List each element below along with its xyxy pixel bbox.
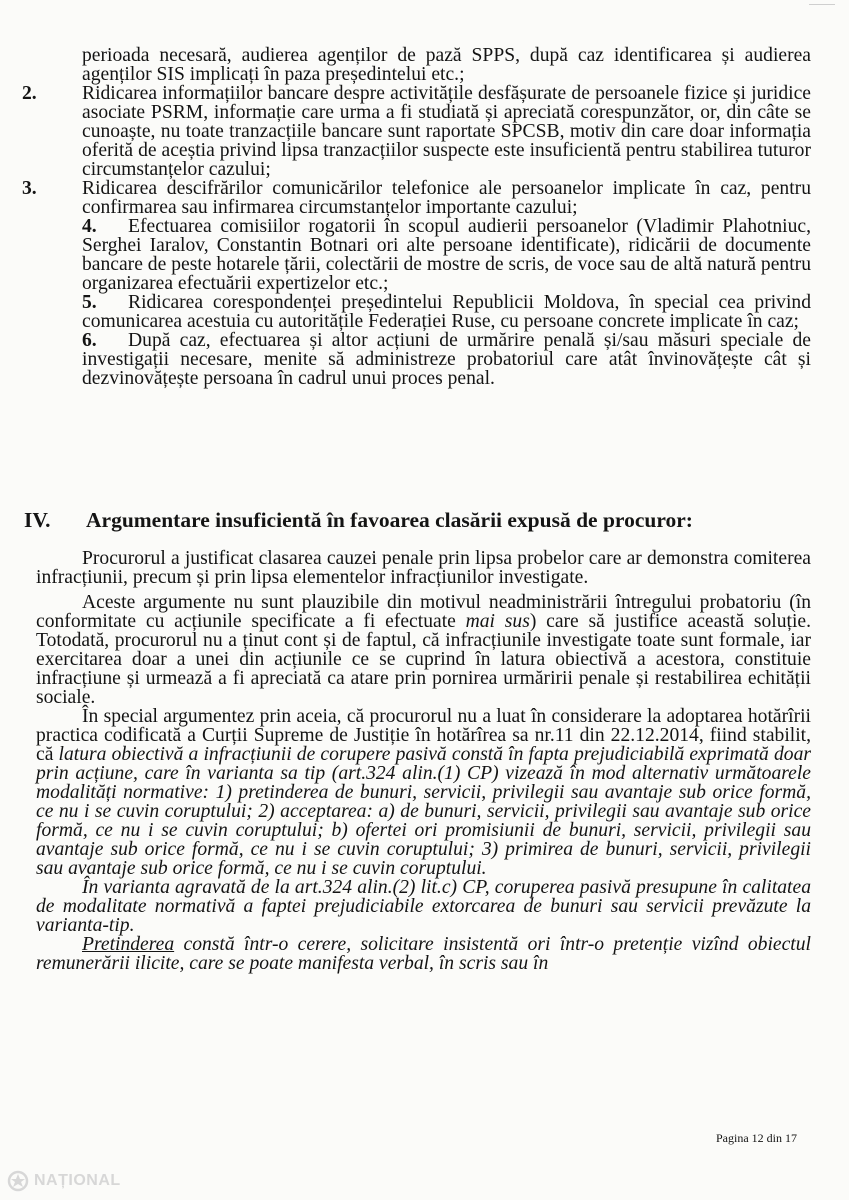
paragraph-5-text: constă într-o cerere, solicitare insistentă ori într-o pretenție vizînd obiectul remunerării ilicite, care se poate manifesta verbal, în scris sau în bbox=[36, 934, 811, 974]
list-number: 2. bbox=[22, 83, 37, 104]
page-number: Pagina 12 din 17 bbox=[716, 1131, 797, 1145]
list-item-text: După caz, efectuarea și altor acțiuni de urmărire penală și/sau măsuri speciale de investigații necesare, menite să administreze probatoriul care atât învinovățește cât și dezvinovățește persoana în cadrul unui proces penal. bbox=[82, 330, 811, 389]
list-item-2 bbox=[22, 83, 811, 180]
paragraph-4-emphasis: În varianta agravată de la art.324 alin.(2) lit.c) CP, coruperea pasivă presupune în calitatea de modalitate normativă a faptei prejudiciabile extorcarea de bunuri sau servicii prevăzute la varianta-tip. bbox=[36, 877, 811, 936]
list-item-text: Ridicarea descifrărilor comunicărilor telefonice ale persoanelor implicate în caz, pentru confirmarea sau infirmarea circumstanțelor importante cazului; bbox=[82, 178, 811, 218]
paragraph-3-text-a: În special argumentez prin aceia, că procurorul nu a luat în considerare la adoptarea hotărîrii practica codificată a Curții Supreme de Justiție în hotărîrea sa nr.11 din 22.12.2014, fiind stabilit, că bbox=[36, 706, 811, 765]
national-logo-icon bbox=[6, 1170, 30, 1192]
list-item-text: Efectuarea comisiilor rogatorii în scopul audierii persoanelor (Vladimir Plahotniuc, Serghei Iaralov, Constantin Botnari ori alte persoane identificate), ridicării de documente bancare de peste hotarele țării, colectării de mostre de scris, de voce sau de altă natură pentru organizarea efectuării expertizelor etc.; bbox=[82, 216, 811, 294]
list-item-text: Ridicarea corespondenței președintelui Republicii Moldova, în special cea privind comunicarea acestuia cu autoritățile Federației Ruse, cu persoane concrete implicate în caz; bbox=[82, 292, 811, 332]
list-number: 6. bbox=[82, 330, 97, 351]
section-title: Argumentare insuficientă în favoarea clasării expusă de procuror: bbox=[86, 508, 693, 532]
paragraph-5-underlined-term: Pretinderea bbox=[82, 934, 175, 955]
corner-mark bbox=[809, 4, 835, 13]
paragraph-2 bbox=[36, 593, 811, 707]
list-item-text: Ridicarea informațiilor bancare despre activitățile desfășurate de persoanele fizice și juridice asociate PSRM, informație care urma a fi studiată și apreciată corespunzător, or, din câte se cunoaște, nu toate tranzacțiile bancare sunt raportate SPCSB, motiv din care doar informația oferită de aceștia privind lipsa tranzacțiilor suspecte este insuficientă pentru stabilirea tuturor circumstanțelor cazului; bbox=[82, 83, 811, 180]
paragraph-3-emphasis: latura obiectivă a infracțiunii de corupere pasivă constă în fapta prejudiciabilă exprimată doar prin acțiune, care în varianta sa tip (art.324 alin.(1) CP) vizează în mod alternativ următoarele modalități normative: 1) pretinderea de bunuri, servicii, privilegii sau avantaje sub orice formă, ce nu i se cuvin coruptului; 2) acceptarea: a) de bunuri, servicii, privilegii sau avantaje sub orice formă, ce nu i se cuvin coruptului; b) ofertei ori promisiunii de bunuri, servicii, privilegii sau avantaje sub orice formă, ce nu i se cuvin coruptului; 3) primirea de bunuri, servicii, privilegii sau avantaje sub orice formă, ce nu i se cuvin coruptului. bbox=[36, 744, 812, 879]
national-logo bbox=[6, 1170, 121, 1192]
list-item-6 bbox=[36, 331, 811, 388]
list-item-3 bbox=[22, 178, 811, 218]
body-text bbox=[36, 549, 811, 973]
paragraph-1: Procurorul a justificat clasarea cauzei penale prin lipsa probelor care ar demonstra comiterea infracțiunii, precum și prin lipsa elementelor infracțiunilor investigate. bbox=[36, 548, 811, 588]
list-item-5 bbox=[36, 293, 811, 331]
paragraph-3 bbox=[36, 707, 811, 878]
list-item-4 bbox=[36, 217, 811, 293]
paragraph-2-emphasis: mai sus bbox=[465, 611, 530, 632]
list-number: 3. bbox=[22, 178, 37, 199]
list-number: 4. bbox=[82, 216, 97, 237]
section-number: IV. bbox=[24, 508, 51, 532]
paragraph-2-text-a: Aceste argumente nu sunt plauzibile din motivul neadministrării întregului probatoriu (în conformitate cu acțiunile specificate a fi efectuate bbox=[36, 592, 811, 632]
paragraph-4 bbox=[36, 878, 811, 935]
paragraph-2-text-b: ) care să justifice această soluție. Totodată, procurorul nu a ținut cont și de faptul, că infracțiunile investigate toate sunt formale, iar exercitarea doar a unei din acțiunile ce se cuprind în latura obiectivă a acestora, constituie infracțiune și urmează a fi apreciată ca atare prin pornirea urmăririi penale și restabilirea echității sociale. bbox=[36, 611, 811, 708]
section-heading bbox=[24, 508, 811, 532]
paragraph-5 bbox=[36, 935, 811, 973]
list-continuation: perioada necesară, audierea agenților de pază SPPS, după caz identificarea și audierea agenților SIS implicați în paza președintelui etc.; bbox=[82, 45, 811, 85]
numbered-list bbox=[22, 45, 811, 389]
national-logo-text: NAȚIONAL bbox=[34, 1172, 121, 1189]
list-number: 5. bbox=[82, 292, 97, 313]
